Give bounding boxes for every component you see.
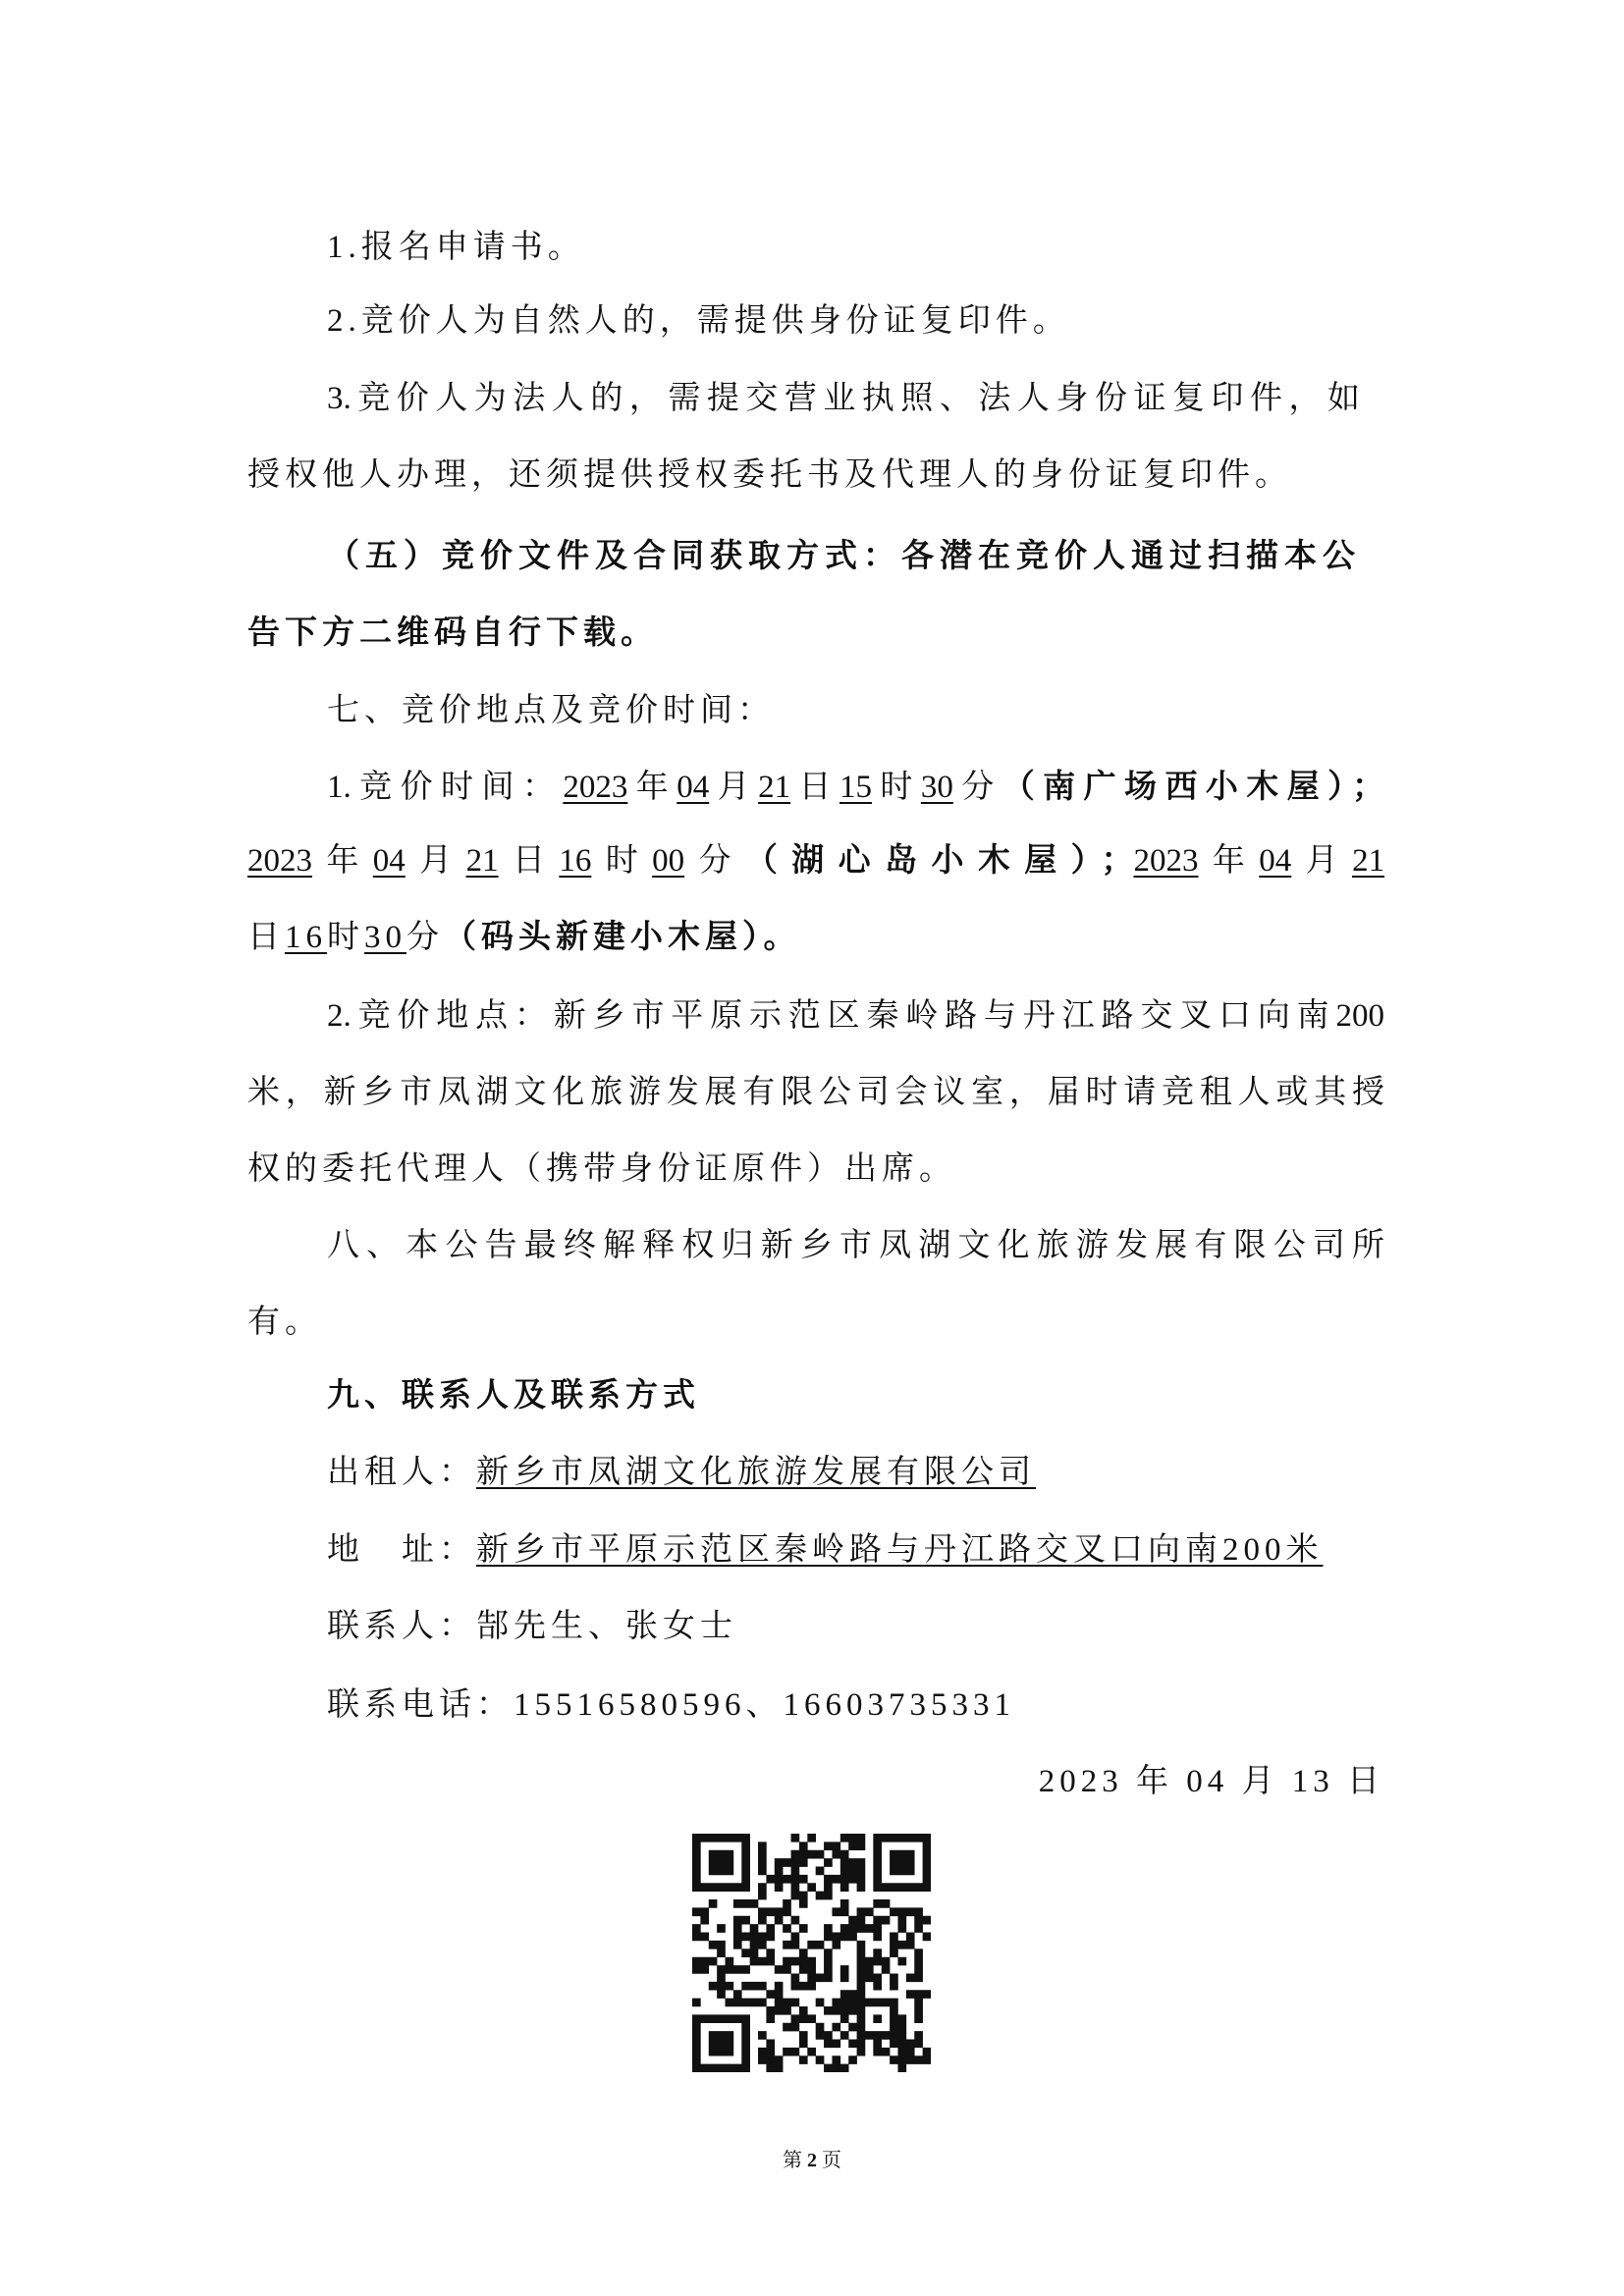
page-label-suffix: 页 <box>822 2150 841 2171</box>
bid-time-line-3 <box>247 918 801 957</box>
underlined-text: 21 <box>465 843 499 879</box>
requirement-item-2 <box>327 301 1070 341</box>
text-segment: 七、竞价地点及竞价时间： <box>327 693 775 728</box>
address-line <box>327 1530 1324 1570</box>
qr-code-icon <box>692 1834 931 2072</box>
page-number: 2 <box>807 2150 817 2171</box>
text-segment: 3.竞价人为法人的，需提交营业执照、法人身份证复印件，如 <box>327 381 1360 416</box>
text-segment: 日 <box>790 770 839 805</box>
requirement-item-3-line-1 <box>327 379 1360 418</box>
text-segment: 地 址： <box>327 1532 476 1568</box>
text-segment: 权的委托代理人（携带身份证原件）出席。 <box>247 1151 956 1187</box>
page-footer <box>0 2148 1624 2173</box>
contact-phone-line <box>327 1685 1015 1725</box>
text-segment: 月 <box>709 770 759 805</box>
underlined-text: 30 <box>920 770 953 805</box>
page-label-prefix: 第 <box>783 2150 802 2171</box>
text-segment: 出租人： <box>327 1455 476 1490</box>
bold-text: 九、联系人及联系方式 <box>327 1378 700 1414</box>
text-segment: 月 <box>1291 843 1353 879</box>
text-segment: 时 <box>871 770 921 805</box>
underlined-text: 21 <box>758 770 791 805</box>
underlined-text: 2023 <box>1133 843 1199 879</box>
text-segment: 联系电话：15516580596、16603735331 <box>327 1687 1015 1723</box>
text-segment: 年 <box>627 770 677 805</box>
bold-text: （五）竞价文件及合同获取方式：各潜在竞价人通过扫描本公 <box>327 539 1355 574</box>
requirement-item-3-line-2 <box>247 455 1292 495</box>
text-segment: 时 <box>327 920 364 955</box>
bid-location-line-3 <box>247 1149 956 1189</box>
underlined-text: 04 <box>372 843 406 879</box>
bid-time-line-2 <box>247 841 1384 881</box>
underlined-text: 新乡市平原示范区秦岭路与丹江路交叉口向南200米 <box>476 1532 1324 1568</box>
text-segment: 2.竞价地点：新乡市平原示范区秦岭路与丹江路交叉口向南200 <box>327 998 1384 1034</box>
requirement-item-1 <box>327 228 585 267</box>
underlined-text: 04 <box>677 770 710 805</box>
text-segment: 1.报名申请书。 <box>327 230 585 265</box>
bold-text: （湖心岛小木屋）； <box>744 843 1134 879</box>
bid-documents-line-1 <box>327 537 1355 576</box>
text-segment: 2.竞价人为自然人的，需提供身份证复印件。 <box>327 303 1070 339</box>
section-9-heading <box>327 1376 700 1415</box>
lessor-line <box>327 1453 1036 1492</box>
underlined-text: 21 <box>1352 843 1385 879</box>
text-segment: 八、本公告最终解释权归新乡市凤湖文化旅游发展有限公司所 <box>327 1228 1384 1263</box>
text-segment: 联系人：郜先生、张女士 <box>327 1609 737 1644</box>
underlined-text: 2023 <box>563 770 628 805</box>
underlined-text: 新乡市凤湖文化旅游发展有限公司 <box>476 1455 1036 1490</box>
bid-location-line-1 <box>327 996 1384 1036</box>
text-segment: 日 <box>247 920 285 955</box>
bold-text: 告下方二维码自行下载。 <box>247 615 658 651</box>
text-segment: 授权他人办理，还须提供授权委托书及代理人的身份证复印件。 <box>247 457 1292 493</box>
contact-person-line <box>327 1607 737 1646</box>
bid-time-line-1 <box>327 768 1384 807</box>
text-segment: 年 <box>312 843 373 879</box>
text-segment: 年 <box>1198 843 1260 879</box>
text-segment: 月 <box>405 843 466 879</box>
text-segment: 1.竞价时间： <box>327 770 564 805</box>
text-segment: 分 <box>684 843 745 879</box>
underlined-text: 16 <box>559 843 592 879</box>
text-segment: 2023 年 04 月 13 日 <box>1038 1764 1384 1799</box>
underlined-text: 16 <box>285 920 327 955</box>
section-7-heading <box>327 691 775 730</box>
underlined-text: 04 <box>1259 843 1292 879</box>
text-segment: 分 <box>406 920 444 955</box>
bid-location-line-2 <box>247 1073 1384 1112</box>
signature-date <box>1039 1762 1384 1801</box>
section-8-line-1 <box>327 1226 1384 1265</box>
bold-text: （码头新建小木屋）。 <box>444 920 801 955</box>
text-segment: 分 <box>952 770 1002 805</box>
bold-text: （南广场西小木屋）； <box>1001 770 1385 805</box>
text-segment: 日 <box>498 843 560 879</box>
text-segment: 有。 <box>247 1305 322 1340</box>
underlined-text: 2023 <box>247 843 312 879</box>
bid-documents-line-2 <box>247 614 658 653</box>
text-segment: 时 <box>591 843 653 879</box>
underlined-text: 30 <box>364 920 406 955</box>
text-segment: 米，新乡市凤湖文化旅游发展有限公司会议室，届时请竞租人或其授 <box>247 1075 1384 1110</box>
underlined-text: 00 <box>652 843 685 879</box>
underlined-text: 15 <box>839 770 872 805</box>
section-8-line-2 <box>247 1303 322 1342</box>
